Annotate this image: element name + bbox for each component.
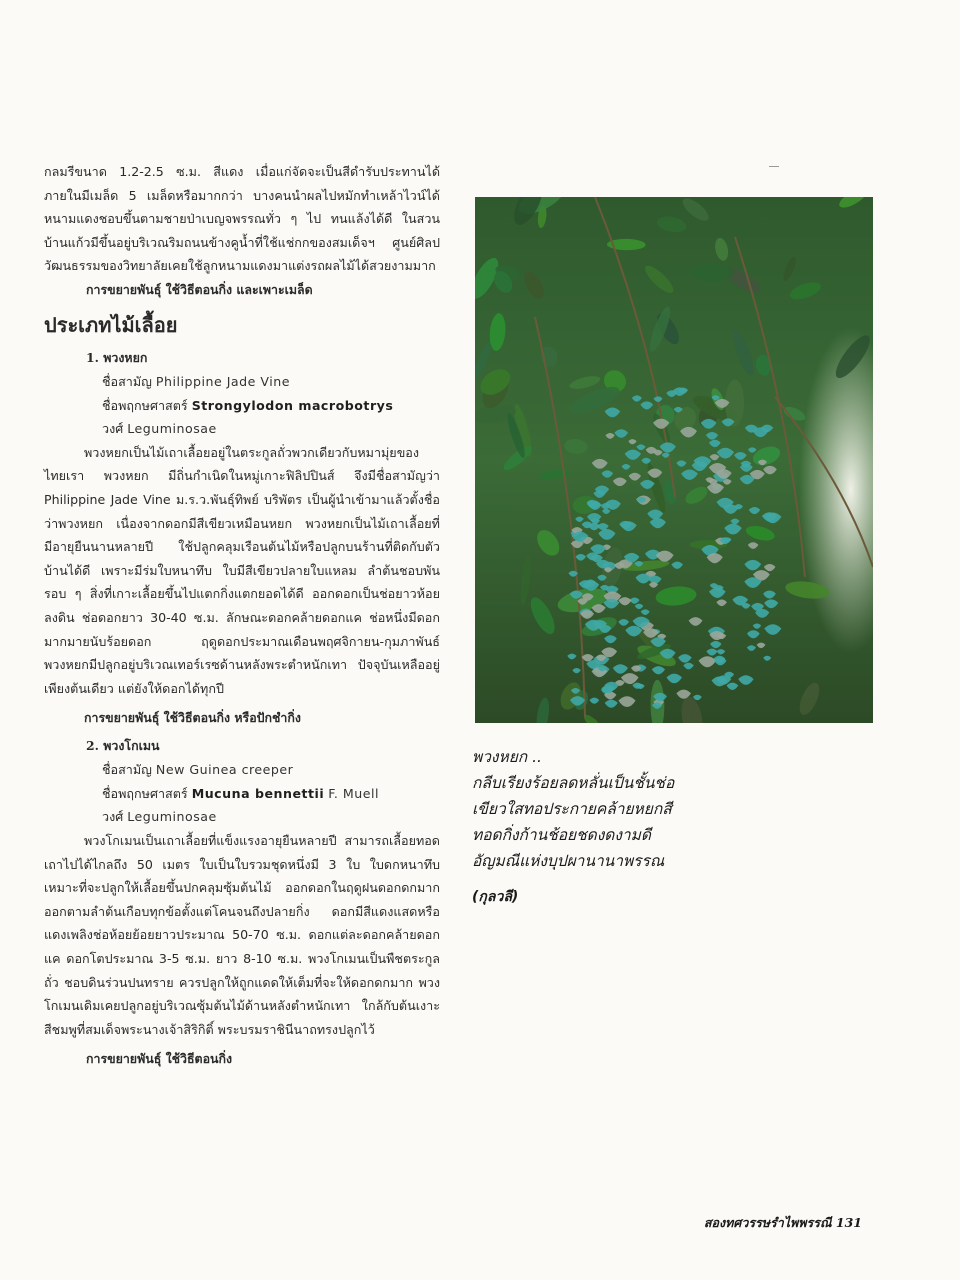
family-name: Leguminosae [127, 421, 217, 437]
sky-patch [725, 257, 873, 723]
common-name-line [44, 370, 440, 394]
family-label: วงศ์ [102, 809, 124, 825]
intro-paragraph: กลมรีขนาด 1.2-2.5 ซ.ม. สีแดง เมื่อแก่จัดจะเป็นสีดำรับประทานได้ ภายในมีเมล็ด 5 เมล็ดหรือมากกว่า บางคนนำผลไปหมักทำเหล้าไวน์ได้ หนามแดงชอบขึ้นตามชายป่าเบญจพรรณทั่ว ๆ ไป ทนแล้งได้ดี ในสวนบ้านแก้วมีขึ้นอยู่บริเวณริมถนนข้างคูน้ำที่ใช้แช่กกของสมเด็จฯ ศูนย์ศิลปวัฒนธรรมของวิทยาลัยเคยใช้ลูกหนามแดงมาแต่งรถผลไม้ได้สวยงามมาก [44, 164, 440, 274]
caption-line: อัญมณีแห่งบุปผานานาพรรณ [472, 852, 665, 870]
jade-vine-illustration [475, 197, 873, 723]
common-name-label: ชื่อสามัญ [102, 373, 152, 389]
page-footer: สองทศวรรษรำไพพรรณี 131 [703, 1215, 862, 1230]
caption-line: ทอดกิ่งก้านช้อยชดงดงามดี [472, 826, 651, 844]
text-column [44, 160, 440, 1071]
plant-heading: 1. พวงหยก [86, 349, 148, 365]
scientific-name-label: ชื่อพฤกษศาสตร์ [102, 397, 188, 413]
caption-line: เขียวใสทอประกายคล้ายหยกสี [472, 800, 672, 818]
plant-propagation: การขยายพันธุ์ ใช้วิธีตอนกิ่ง หรือปักชำกิ่ง [84, 710, 301, 726]
common-name: Philippine Jade Vine [155, 373, 290, 389]
plant-description: พวงโกเมนเป็นเถาเลื้อยที่แข็งแรงอายุยืนหลายปี สามารถเลื้อยทอดเถาไปได้ไกลถึง 50 เมตร ใบเป็นใบรวมชุดหนึ่งมี 3 ใบ ใบดกหนาทึบ เหมาะที่จะปลูกให้เลื้อยขึ้นปกคลุมซุ้มต้นไม้ ออกดอกในฤดูฝนดอกดกมาก ออกตามลำต้นเกือบทุกข้อตั้งแต่โคนจนถึงปลายกิ่ง ดอกมีสีแดงแสดหรือแดงเพลิงช่อห้อยย้อยยาวประมาณ 50-70 ซ.ม. ดอกแต่ละดอกคล้ายดอกแค ดอกโตประมาณ 3-5 ซ.ม. ยาว 8-10 ซ.ม. พวงโกเมนเป็นพืชตระกูลถั่ว ชอบดินร่วนปนทราย ควรปลูกให้ถูกแดดให้เต็มที่จะให้ดอกดกมาก พวงโกเมนเดิมเคยปลูกอยู่บริเวณซุ้มต้นไม้ด้านหลังตำหนักเทา ใกล้กับต้นเงาะสีชมพูที่สมเด็จพระนางเจ้าสิริกิติ์ พระบรมราชินีนาถทรงปลูกไว้ [44, 833, 440, 1037]
scientific-name-line [44, 394, 440, 418]
section-title: ประเภทไม้เลื้อย [44, 312, 178, 337]
family-line [44, 805, 440, 829]
caption-line: พวงหยก .. [472, 748, 542, 766]
crop-mark [769, 166, 779, 167]
scientific-name: Mucuna bennettii [191, 785, 325, 801]
family-label: วงศ์ [102, 421, 124, 437]
family-name: Leguminosae [127, 809, 217, 825]
plant-entry-new-guinea-creeper [44, 734, 440, 1071]
common-name-label: ชื่อสามัญ [102, 762, 152, 778]
caption-credit: (กุลวลี) [472, 889, 519, 905]
caption-line: กลีบเรียงร้อยลดหลั่นเป็นชั้นช่อ [472, 774, 675, 792]
jade-vine-photo [475, 197, 873, 723]
scientific-name-label: ชื่อพฤกษศาสตร์ [102, 785, 188, 801]
common-name: New Guinea creeper [155, 762, 294, 778]
plant-propagation: การขยายพันธุ์ ใช้วิธีตอนกิ่ง [86, 1051, 233, 1067]
plant-description: พวงหยกเป็นไม้เถาเลื้อยอยู่ในตระกูลถั่วพวกเดียวกับหมามุ่ยของไทยเรา พวงหยก มีถิ่นกำเนิดในหมู่เกาะฟิลิปปินส์ จึงมีชื่อสามัญว่า Philippine Jade Vine ม.ร.ว.พันธุ์ทิพย์ บริพัตร เป็นผู้นำเข้ามาแล้วตั้งชื่อว่าพวงหยก เนื่องจากดอกมีสีเขียวเหมือนหยก พวงหยกเป็นไม้เถาเลื้อยที่มีอายุยืนนานหลายปี ใช้ปลูกคลุมเรือนต้นไม้หรือปลูกบนร้านที่ติดกับตัวบ้านได้ดี เพราะมีร่มใบหนาทึบ ใบมีสีเขียวปลายใบแหลม ลำต้นชอบพันรอบ ๆ สิ่งที่เกาะเลื้อยขึ้นไปแตกกิ่งแตกยอดได้ดี ออกดอกเป็นช่อยาวห้อยลงดิน ช่อดอกยาว 30-40 ซ.ม. ลักษณะดอกคล้ายดอกแค ช่อหนึ่งมีดอกมากมายนับร้อยดอก ฤดูดอกประมาณเดือนพฤศจิกายน-กุมภาพันธ์ พวงหยกมีปลูกอยู่บริเวณเทอร์เรซด้านหลังพระตำหนักเทา ปัจจุบันเหลืออยู่เพียงต้นเดียว แต่ยังให้ดอกได้ทุกปี [44, 444, 440, 696]
scientific-name: Strongylodon macrobotrys [191, 397, 394, 413]
scientific-name-line [44, 782, 440, 806]
plant-heading: 2. พวงโกเมน [86, 738, 160, 754]
intro-propagation: การขยายพันธุ์ ใช้วิธีตอนกิ่ง และเพาะเมล็ด [86, 281, 313, 297]
family-line [44, 417, 440, 441]
plant-entry-jade-vine [44, 346, 440, 730]
scientific-author: F. Muell [328, 785, 380, 801]
photo-caption [472, 744, 732, 910]
common-name-line [44, 758, 440, 782]
